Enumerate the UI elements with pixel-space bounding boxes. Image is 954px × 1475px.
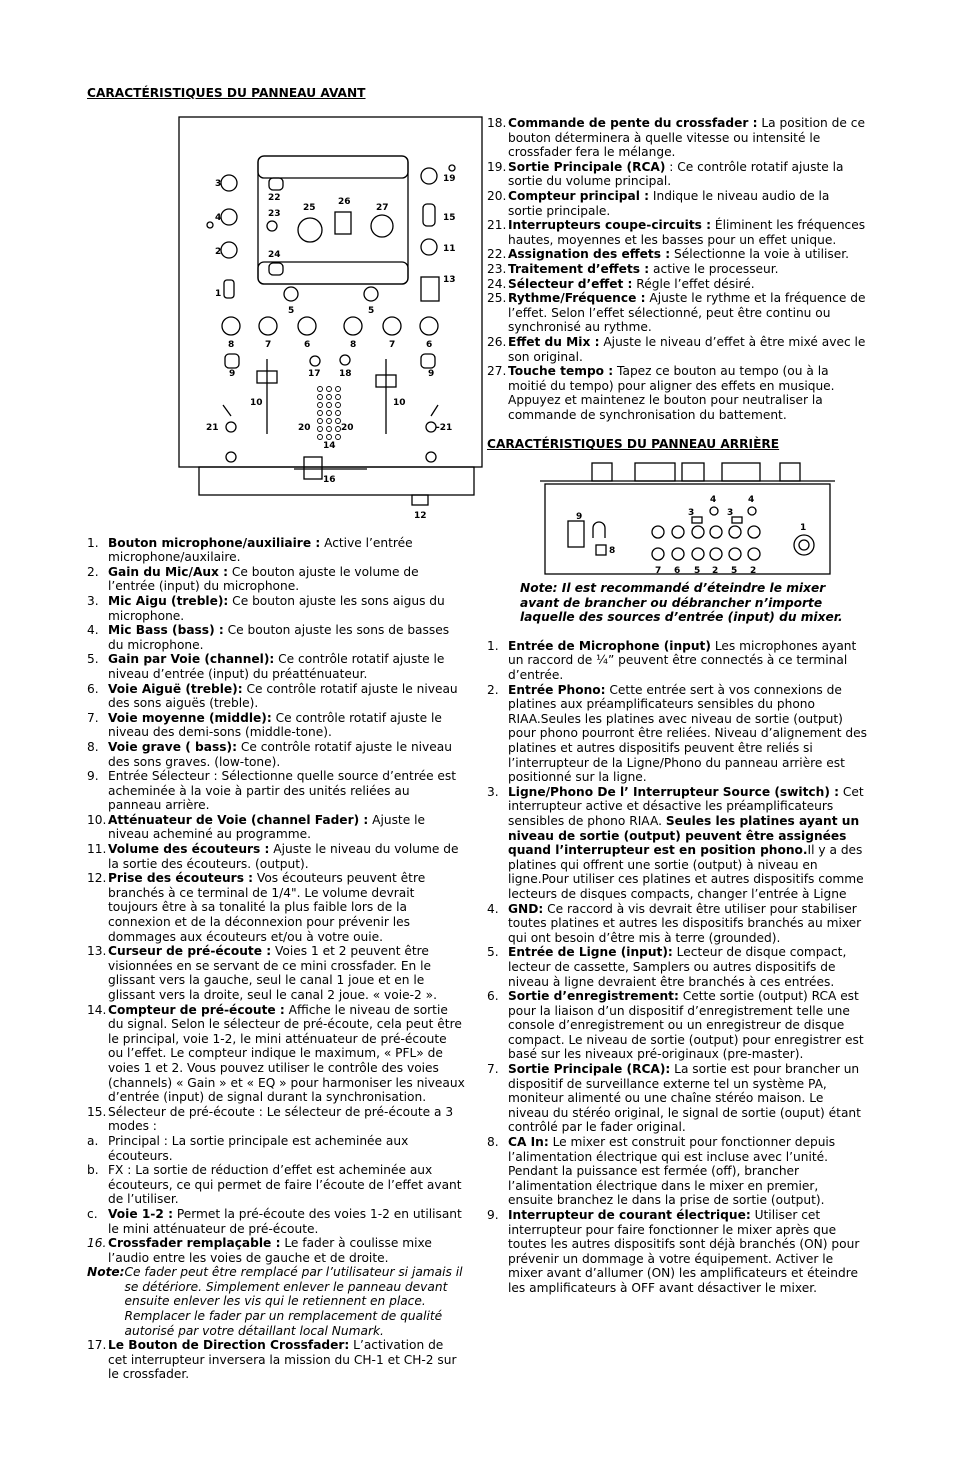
rear-label-2b: 2 (750, 566, 757, 577)
front-item: 16. Crossfader remplaçable : Le fader à coulisse mixe l’audio entre les voies de gauche et de droite. (87, 1236, 432, 1265)
front-cont-item: 27. Touche tempo : Tapez ce bouton au tempo (ou à la moitié du tempo) pour aligner des effets en musique. Appuyez et maintenez le bouton pour neutraliser la commande de synchronisation du battement. (487, 364, 835, 422)
rear-item: 8. CA In: Le mixer est construit pour fonctionner depuis l’alimentation électrique qui est incluse avec l’unité. Pendant la puissance est fermée (off), brancher l’alimentation électrique dans le mixer en premier, ensuite branchez le dans la prise de sortie (output). (487, 1135, 836, 1208)
rear-label-3b: 3 (727, 508, 734, 519)
front-cont-item: 22. Assignation des effets : Sélectionne la voie à utiliser. (487, 247, 850, 262)
list-item-17: 17. Le Bouton de Direction Crossfader: L’activation de cet interrupteur inversera la mission du CH-1 et CH-2 sur le crossfader. (87, 1338, 457, 1382)
rear-note: Note: Il est recommandé d’éteindre le mixer avant de brancher ou débrancher n’importe laquelle des sources d’entrée (input) du mixer. (520, 581, 843, 625)
label-6a: 6 (304, 339, 311, 350)
front-cont-item: 26. Effet du Mix : Ajuste le niveau d’effet à être mixé avec le son original. (487, 334, 866, 364)
rear-label-9: 9 (576, 512, 583, 523)
right-column (487, 116, 867, 1296)
label-5b: 5 (368, 305, 375, 316)
front-panel-list (87, 536, 465, 1266)
label-8b: 8 (350, 339, 357, 350)
rear-label-7: 7 (655, 566, 662, 577)
front-item: 10. Atténuateur de Voie (channel Fader) : Ajuste le niveau acheminé au programme. (87, 812, 425, 842)
rear-label-3a: 3 (688, 508, 695, 519)
label-20b: 20 (341, 422, 354, 433)
label-23: 23 (268, 208, 281, 219)
rear-label-5b: 5 (731, 566, 738, 577)
front-item: 8. Voie grave ( bass): Ce contrôle rotatif ajuste le niveau des sons graves. (low-tone). (87, 739, 452, 769)
front-item: a. Principal : La sortie principale est acheminée aux écouteurs. (87, 1133, 409, 1163)
rear-item: 7. Sortie Principale (RCA): La sortie est pour brancher un dispositif de surveillance externe tel un système PA, moniteur alimenté ou une chaîne stéréo maison. Le niveau du stéréo original, le signal de sortie (ouput) étant contrôlé par le fader original. (487, 1062, 861, 1135)
front-panel-heading: CARACTÉRISTIQUES DU PANNEAU AVANT (87, 86, 366, 100)
meter-leds (318, 386, 341, 439)
front-item: 2. Gain du Mic/Aux : Ce bouton ajuste le volume de l’entrée (input) du microphone. (87, 564, 419, 594)
rear-label-8: 8 (609, 546, 616, 557)
front-item: 13. Curseur de pré-écoute : Voies 1 et 2 peuvent être visionnées en se servant de ce mini crossfader. En le glissant vers la gauche, seul le canal 1 joue et en le glissant vers la droite, seul le canal 2 joue. « voie-2 ». (87, 944, 437, 1002)
label-3: 3 (215, 178, 222, 189)
label-5a: 5 (288, 305, 295, 316)
rear-item: 5. Entrée de Ligne (input): Lecteur de disque compact, lecteur de cassette, Samplers ou autres dispositifs de niveau à ligne devraient être branchés à ces entrées. (487, 945, 847, 989)
rear-label-5a: 5 (694, 566, 701, 577)
rear-item: 6. Sortie d’enregistrement: Cette sortie (output) RCA est pour la liaison d’un dispositif d’enregistrement telle une console d’enregistrement ou un enregistreur de disque compact. Le niveau de sortie (output) pour enregistrer est basé sur les niveaux pré-originaux (pre-master). (487, 989, 864, 1062)
label-10a: 10 (250, 397, 263, 408)
label-8a: 8 (228, 339, 235, 350)
label-7b: 7 (389, 339, 396, 350)
label-10b: 10 (393, 397, 406, 408)
label-15: 15 (443, 212, 456, 223)
label-18: 18 (339, 368, 352, 379)
label-9a: 9 (229, 368, 236, 379)
label-24: 24 (268, 249, 281, 260)
front-item: 7. Voie moyenne (middle): Ce contrôle rotatif ajuste le niveau des demi-sons (middle-tone). (87, 710, 442, 740)
front-cont-item: 19. Sortie Principale (RCA) : Ce contrôle rotatif ajuste la sortie du volume principal. (487, 159, 844, 189)
front-item: b. FX : La sortie de réduction d’effet est acheminée aux écouteurs, ce qui permet de faire l’écoute de l’effet avant de l’utiliser. (87, 1163, 462, 1207)
rear-label-4b: 4 (748, 495, 755, 506)
rear-item: 4. GND: Ce raccord à vis devrait être utiliser pour stabiliser toutes platines et autres les dispositifs branchés au mixer qui ont besoin d’être mis à terre (grounded). (487, 901, 862, 945)
front-item: 6. Voie Aiguë (treble): Ce contrôle rotatif ajuste le niveau des sons aiguës (treble). (87, 681, 458, 711)
front-cont-item: 25. Rythme/Fréquence : Ajuste le rythme et la fréquence de l’effet. Selon l’effet sélectionné, peut être continu ou synchronisé au rythme. (487, 291, 866, 335)
label-22: 22 (268, 192, 281, 203)
front-item: 3. Mic Aigu (treble): Ce bouton ajuste les sons aigus du microphone. (87, 593, 445, 623)
front-item: 4. Mic Bass (bass) : Ce bouton ajuste les sons de basses du microphone. (87, 623, 450, 652)
label-2: 2 (215, 246, 222, 257)
label-21b: -21 (436, 422, 453, 433)
front-item: 15. Sélecteur de pré-écoute : Le sélecteur de pré-écoute a 3 modes : (87, 1104, 454, 1134)
rear-label-1: 1 (800, 523, 807, 534)
front-cont-item: 18. Commande de pente du crossfader : La position de ce bouton déterminera à quelle vitesse ou intensité le crossfader fera le mélange. (487, 116, 865, 160)
front-item: 14. Compteur de pré-écoute : Affiche le niveau de sortie du signal. Selon le sélecteur de pré-écoute, cela peut être le principal, voie 1-2, le mini atténuateur de pré-écoute ou l’effet. Le compteur indique le maximum, « PFL» de voies 1 et 2. Vous pouvez utiliser le contrôle des voies (channels) « Gain » et « EQ » pour harmoniser les niveaux d’entrée (input) de signal durant la synchronisation. (87, 1002, 465, 1105)
front-item: 12. Prise des écouteurs : Vos écouteurs peuvent être branchés à ce terminal de 1/4". Le volume devrait toujours être à sa tonalité la plus faible lors de la connexion et de la déconnexion pour prévenir les dommages aux écouteurs et/ou à votre ouie. (87, 871, 426, 944)
rear-label-2a: 2 (712, 566, 719, 577)
label-25: 25 (303, 202, 316, 213)
label-4: 4 (215, 212, 222, 223)
label-1: 1 (215, 288, 222, 299)
front-cont-item: 21. Interrupteurs coupe-circuits : Éliminent les fréquences hautes, moyennes et les basses pour un effet unique. (487, 218, 866, 247)
front-item: 5. Gain par Voie (channel): Ce contrôle rotatif ajuste le niveau d’entrée (input) du préatténuateur. (87, 652, 445, 681)
front-cont-item: 20. Compteur principal : Indique le niveau audio de la sortie principale. (487, 188, 830, 218)
front-item: 9. Entrée Sélecteur : Sélectionne quelle source d’entrée est acheminée à la voie à partir des unités reliées au panneau arrière. (87, 769, 457, 813)
rear-label-6: 6 (674, 566, 681, 577)
label-7a: 7 (265, 339, 272, 350)
label-13: 13 (443, 274, 456, 285)
label-21a: 21 (206, 422, 219, 433)
label-17: 17 (308, 368, 321, 379)
label-19: 19 (443, 173, 456, 184)
left-column (87, 86, 465, 1382)
label-6b: 6 (426, 339, 433, 350)
label-20a: 20 (298, 422, 311, 433)
label-11: 11 (443, 243, 456, 254)
front-panel-diagram (142, 116, 487, 533)
front-cont-item: 24. Sélecteur d’effet : Régle l’effet désiré. (487, 276, 755, 291)
front-cont-item: 23. Traitement d’effets : active le processeur. (487, 261, 779, 276)
front-panel-list-continued (487, 116, 867, 422)
list-item-note: Note: Ce fader peut être remplacé par l’utilisateur si jamais il se détériore. Simplement enlever le panneau devant ensuite enlever les vis qui le retiennent en place. Remplacer le fader par un remplacement de qualité autorisé par votre détaillant local Numark. (87, 1265, 463, 1338)
front-item: 11. Volume des écouteurs : Ajuste le niveau du volume de la sortie des écouteurs. (output). (87, 842, 459, 871)
label-9b: 9 (428, 368, 435, 379)
label-14: 14 (323, 440, 336, 451)
rear-label-4a: 4 (710, 495, 717, 506)
rear-item: 9. Interrupteur de courant électrique: Utiliser cet interrupteur pour faire fonctionner le mixer après que toutes les autres dispositifs sont déjà branchés (ON) pour prévenir un dommage à votre équipement. Activer le mixer avant d’allumer (ON) les amplificateurs et éteindre les amplificateurs à OFF avant désactiver le mixer. (487, 1208, 860, 1295)
rear-panel-heading: CARACTÉRISTIQUES DU PANNEAU ARRIÈRE (487, 437, 780, 452)
label-26: 26 (338, 196, 351, 207)
rear-item: 1. Entrée de Microphone (input) Les microphones ayant un raccord de ¼” peuvent être connectés à ce terminal d’entrée. (487, 638, 857, 683)
rear-panel-list (487, 639, 867, 1296)
rear-panel-diagram (540, 459, 840, 581)
label-12: 12 (414, 510, 427, 521)
rear-item: 3. Ligne/Phono De l’ Interrupteur Source (switch) : Cet interrupteur active et désactive les préamplificateurs sensibles de phono RIAA. Seules les platines ayant un niveau de sortie (output) peuvent être assignées quand l’interrupteur est en position phono.Il y a des platines qui offrent une sortie (output) à niveau en ligne.Pour utiliser ces platines et autres dispositifs comme lecteurs de disques compacts, changer l’entrée à Ligne (487, 784, 864, 901)
label-16: 16 (323, 474, 336, 485)
rear-item: 2. Entrée Phono: Cette entrée sert à vos connexions de platines aux préamplificateurs sensibles du phono RIAA.Seules les platines avec niveau de sortie (output) pour phono pourront être reliées. Niveau d’alignement des platines et autres dispositifs peuvent être reliés si l’interrupteur de la Ligne/Phono du panneau arrière est positionné sur la ligne. (487, 682, 867, 785)
front-item: 1. Bouton microphone/auxiliaire : Active l’entrée microphone/auxilaire. (87, 535, 413, 565)
label-27: 27 (376, 202, 389, 213)
front-item: c. Voie 1-2 : Permet la pré-écoute des voies 1-2 en utilisant le mini atténuateur de pré-écoute. (87, 1206, 462, 1236)
